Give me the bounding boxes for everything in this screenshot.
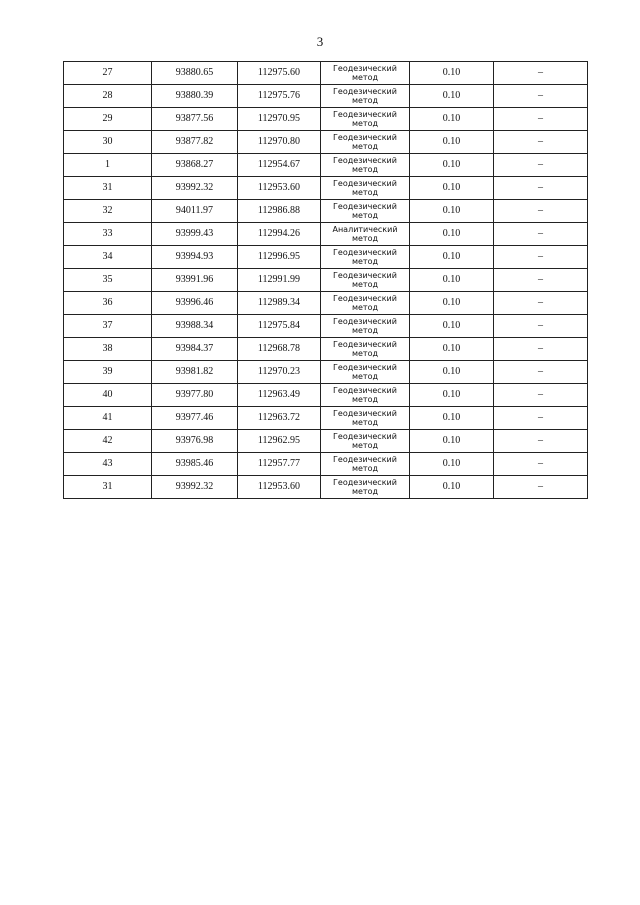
- method-cell: [321, 315, 410, 338]
- note-cell: –: [494, 62, 588, 85]
- table-row: [64, 223, 588, 246]
- note-cell: –: [494, 108, 588, 131]
- x-coordinate-cell: 93976.98: [152, 430, 238, 453]
- method-word: метод: [351, 119, 379, 128]
- method-name: Геодезический: [333, 248, 397, 257]
- x-coordinate-cell: 93880.39: [152, 85, 238, 108]
- accuracy-cell: 0.10: [410, 476, 494, 499]
- coordinates-table-body: [64, 62, 588, 499]
- method-name: Геодезический: [333, 409, 397, 418]
- note-cell: –: [494, 338, 588, 361]
- method-name: Геодезический: [333, 133, 397, 142]
- x-coordinate-cell: 93868.27: [152, 154, 238, 177]
- method-cell: [321, 453, 410, 476]
- y-coordinate-cell: 112953.60: [238, 476, 321, 499]
- method-cell: [321, 430, 410, 453]
- y-coordinate-cell: 112975.76: [238, 85, 321, 108]
- method-cell: [321, 223, 410, 246]
- table-row: [64, 315, 588, 338]
- method-name: Геодезический: [333, 156, 397, 165]
- accuracy-cell: 0.10: [410, 131, 494, 154]
- method-name: Геодезический: [333, 386, 397, 395]
- method-name: Геодезический: [333, 340, 397, 349]
- table-row: [64, 361, 588, 384]
- note-cell: –: [494, 384, 588, 407]
- method-cell: [321, 246, 410, 269]
- y-coordinate-cell: 112962.95: [238, 430, 321, 453]
- method-name: Геодезический: [333, 110, 397, 119]
- method-word: метод: [351, 418, 379, 427]
- method-name: Геодезический: [333, 271, 397, 280]
- x-coordinate-cell: 93877.82: [152, 131, 238, 154]
- method-cell: [321, 62, 410, 85]
- method-name: Геодезический: [333, 87, 397, 96]
- note-cell: –: [494, 315, 588, 338]
- method-cell: [321, 85, 410, 108]
- y-coordinate-cell: 112957.77: [238, 453, 321, 476]
- method-name: Геодезический: [333, 294, 397, 303]
- method-word: метод: [351, 464, 379, 473]
- point-number-cell: 39: [64, 361, 152, 384]
- method-word: метод: [351, 211, 379, 220]
- note-cell: –: [494, 430, 588, 453]
- method-word: метод: [351, 96, 379, 105]
- method-word: метод: [351, 441, 379, 450]
- x-coordinate-cell: 93985.46: [152, 453, 238, 476]
- point-number-cell: 36: [64, 292, 152, 315]
- method-name: Геодезический: [333, 179, 397, 188]
- accuracy-cell: 0.10: [410, 453, 494, 476]
- y-coordinate-cell: 112975.60: [238, 62, 321, 85]
- accuracy-cell: 0.10: [410, 292, 494, 315]
- accuracy-cell: 0.10: [410, 154, 494, 177]
- point-number-cell: 41: [64, 407, 152, 430]
- x-coordinate-cell: 93996.46: [152, 292, 238, 315]
- x-coordinate-cell: 94011.97: [152, 200, 238, 223]
- accuracy-cell: 0.10: [410, 223, 494, 246]
- x-coordinate-cell: 93981.82: [152, 361, 238, 384]
- y-coordinate-cell: 112970.80: [238, 131, 321, 154]
- point-number-cell: 29: [64, 108, 152, 131]
- method-name: Геодезический: [333, 432, 397, 441]
- table-row: [64, 338, 588, 361]
- note-cell: –: [494, 177, 588, 200]
- method-word: метод: [351, 487, 379, 496]
- y-coordinate-cell: 112954.67: [238, 154, 321, 177]
- table-row: [64, 453, 588, 476]
- table-row: [64, 384, 588, 407]
- note-cell: –: [494, 453, 588, 476]
- note-cell: –: [494, 154, 588, 177]
- y-coordinate-cell: 112996.95: [238, 246, 321, 269]
- method-word: метод: [351, 280, 379, 289]
- table-row: [64, 246, 588, 269]
- y-coordinate-cell: 112986.88: [238, 200, 321, 223]
- method-cell: [321, 407, 410, 430]
- y-coordinate-cell: 112970.23: [238, 361, 321, 384]
- table-row: [64, 154, 588, 177]
- x-coordinate-cell: 93999.43: [152, 223, 238, 246]
- method-name: Геодезический: [333, 363, 397, 372]
- method-cell: [321, 200, 410, 223]
- method-name: Геодезический: [333, 455, 397, 464]
- accuracy-cell: 0.10: [410, 62, 494, 85]
- method-name: Геодезический: [333, 64, 397, 73]
- note-cell: –: [494, 85, 588, 108]
- table-row: [64, 108, 588, 131]
- x-coordinate-cell: 93880.65: [152, 62, 238, 85]
- method-name: Аналитический: [332, 225, 398, 234]
- method-word: метод: [351, 326, 379, 335]
- method-word: метод: [351, 303, 379, 312]
- accuracy-cell: 0.10: [410, 246, 494, 269]
- method-word: метод: [351, 73, 379, 82]
- method-cell: [321, 476, 410, 499]
- method-word: метод: [351, 395, 379, 404]
- method-word: метод: [351, 188, 379, 197]
- y-coordinate-cell: 112953.60: [238, 177, 321, 200]
- method-word: метод: [351, 257, 379, 266]
- point-number-cell: 35: [64, 269, 152, 292]
- x-coordinate-cell: 93991.96: [152, 269, 238, 292]
- x-coordinate-cell: 93992.32: [152, 177, 238, 200]
- y-coordinate-cell: 112989.34: [238, 292, 321, 315]
- point-number-cell: 33: [64, 223, 152, 246]
- point-number-cell: 30: [64, 131, 152, 154]
- point-number-cell: 31: [64, 177, 152, 200]
- x-coordinate-cell: 93984.37: [152, 338, 238, 361]
- note-cell: –: [494, 223, 588, 246]
- point-number-cell: 1: [64, 154, 152, 177]
- table-row: [64, 476, 588, 499]
- x-coordinate-cell: 93994.93: [152, 246, 238, 269]
- accuracy-cell: 0.10: [410, 338, 494, 361]
- point-number-cell: 32: [64, 200, 152, 223]
- note-cell: –: [494, 407, 588, 430]
- x-coordinate-cell: 93877.56: [152, 108, 238, 131]
- accuracy-cell: 0.10: [410, 269, 494, 292]
- method-name: Геодезический: [333, 317, 397, 326]
- point-number-cell: 43: [64, 453, 152, 476]
- table-row: [64, 407, 588, 430]
- method-word: метод: [351, 142, 379, 151]
- method-cell: [321, 292, 410, 315]
- method-name: Геодезический: [333, 202, 397, 211]
- method-word: метод: [351, 349, 379, 358]
- y-coordinate-cell: 112968.78: [238, 338, 321, 361]
- method-cell: [321, 177, 410, 200]
- point-number-cell: 34: [64, 246, 152, 269]
- y-coordinate-cell: 112963.72: [238, 407, 321, 430]
- note-cell: –: [494, 292, 588, 315]
- coordinates-table: [63, 61, 588, 499]
- note-cell: –: [494, 269, 588, 292]
- method-cell: [321, 384, 410, 407]
- note-cell: –: [494, 200, 588, 223]
- point-number-cell: 31: [64, 476, 152, 499]
- table-row: [64, 269, 588, 292]
- accuracy-cell: 0.10: [410, 85, 494, 108]
- y-coordinate-cell: 112970.95: [238, 108, 321, 131]
- accuracy-cell: 0.10: [410, 108, 494, 131]
- method-cell: [321, 154, 410, 177]
- page-number: 3: [316, 34, 324, 49]
- method-cell: [321, 108, 410, 131]
- note-cell: –: [494, 361, 588, 384]
- accuracy-cell: 0.10: [410, 430, 494, 453]
- method-cell: [321, 269, 410, 292]
- y-coordinate-cell: 112975.84: [238, 315, 321, 338]
- method-name: Геодезический: [333, 478, 397, 487]
- method-cell: [321, 131, 410, 154]
- table-row: [64, 85, 588, 108]
- y-coordinate-cell: 112963.49: [238, 384, 321, 407]
- table-row: [64, 200, 588, 223]
- accuracy-cell: 0.10: [410, 361, 494, 384]
- method-cell: [321, 338, 410, 361]
- point-number-cell: 28: [64, 85, 152, 108]
- accuracy-cell: 0.10: [410, 315, 494, 338]
- table-row: [64, 292, 588, 315]
- y-coordinate-cell: 112994.26: [238, 223, 321, 246]
- table-row: [64, 430, 588, 453]
- table-row: [64, 62, 588, 85]
- note-cell: –: [494, 246, 588, 269]
- x-coordinate-cell: 93977.46: [152, 407, 238, 430]
- point-number-cell: 37: [64, 315, 152, 338]
- point-number-cell: 38: [64, 338, 152, 361]
- accuracy-cell: 0.10: [410, 200, 494, 223]
- accuracy-cell: 0.10: [410, 384, 494, 407]
- x-coordinate-cell: 93992.32: [152, 476, 238, 499]
- x-coordinate-cell: 93977.80: [152, 384, 238, 407]
- table-row: [64, 177, 588, 200]
- method-word: метод: [351, 165, 379, 174]
- point-number-cell: 40: [64, 384, 152, 407]
- x-coordinate-cell: 93988.34: [152, 315, 238, 338]
- method-cell: [321, 361, 410, 384]
- table-row: [64, 131, 588, 154]
- method-word: метод: [351, 234, 379, 243]
- accuracy-cell: 0.10: [410, 177, 494, 200]
- point-number-cell: 27: [64, 62, 152, 85]
- note-cell: –: [494, 131, 588, 154]
- accuracy-cell: 0.10: [410, 407, 494, 430]
- y-coordinate-cell: 112991.99: [238, 269, 321, 292]
- point-number-cell: 42: [64, 430, 152, 453]
- method-word: метод: [351, 372, 379, 381]
- note-cell: –: [494, 476, 588, 499]
